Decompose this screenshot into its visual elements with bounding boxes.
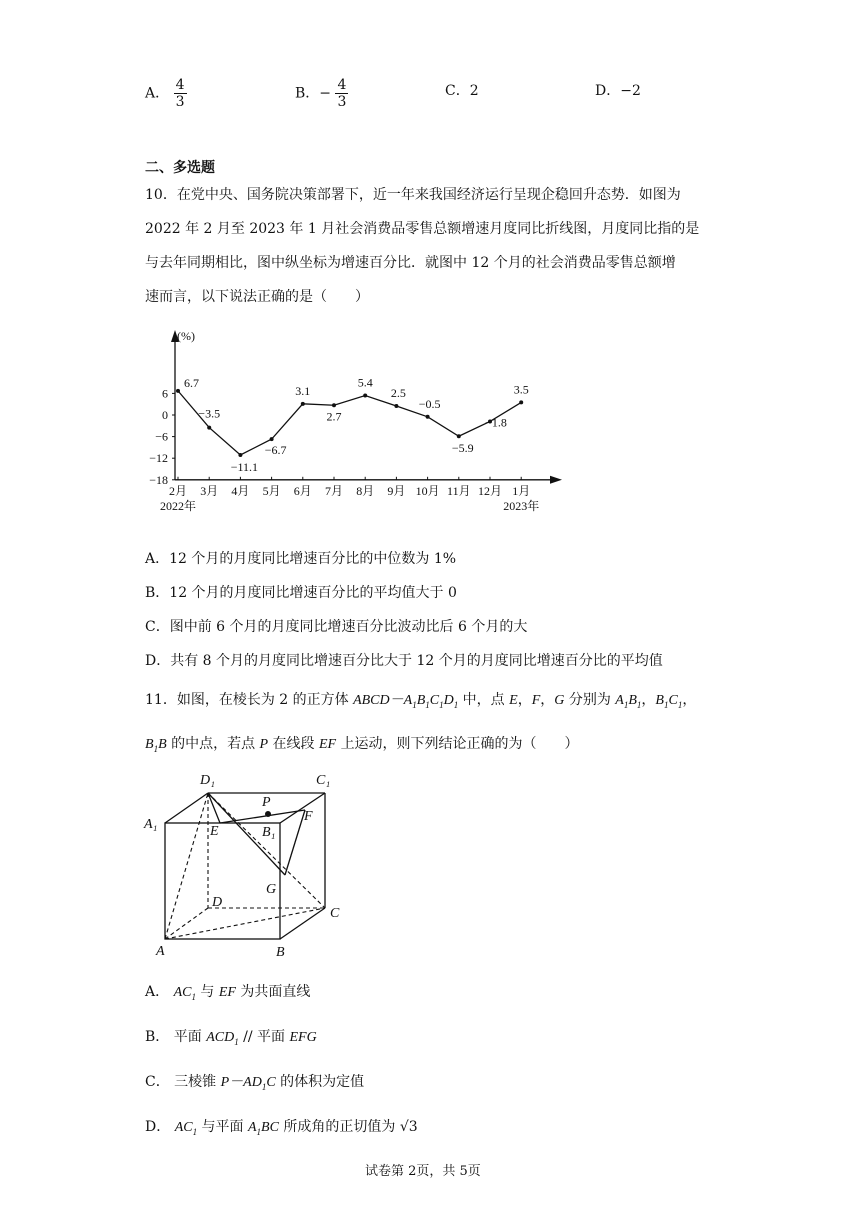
x-tick-label: 5月 [262, 483, 281, 498]
q10-line: 与去年同期相比，图中纵坐标为增速百分比．就图中 12 个月的社会消费品零售总额增 [145, 255, 676, 271]
data-label: −11.1 [230, 459, 259, 474]
y-tick-label: −12 [149, 451, 168, 466]
data-point [238, 453, 242, 457]
q10-line: 2022 年 2 月至 2023 年 1 月社会消费品零售总额增速月度同比折线图，月度同比指的是 [145, 221, 700, 237]
label-g: G [266, 882, 277, 897]
x-tick-label: 9月 [387, 483, 406, 498]
q11-option-c: C． 三棱锥 $P-AD_1C$ 的体积为定值 [145, 1074, 365, 1092]
page-footer: 试卷第 2页，共 5页 [365, 1164, 481, 1179]
label-c: C [330, 906, 340, 921]
y-tick-label: 0 [162, 408, 168, 422]
q11-option-b: B． 平面 $ACD_1$ // 平面 EFG [145, 1029, 317, 1047]
fraction: $\frac{4}{3}$ [337, 77, 347, 110]
data-label: −1.8 [485, 415, 507, 430]
x-tick-label: 4月 [231, 483, 250, 498]
x-tick-label: 1月 [512, 483, 531, 498]
q11-option-d: D． $AC_1$ 与平面 $A_1BC$ 所成角的正切值为 √3 [145, 1119, 418, 1137]
data-label: −3.5 [198, 406, 221, 421]
label-c1: C₁ [316, 773, 331, 788]
data-label: 2.7 [326, 409, 342, 424]
line-chart [140, 322, 570, 527]
label-p: P [262, 795, 271, 810]
q11-stem-line1: 11．如图，在棱长为 2 的正方体 $ABCD-A_1B_1C_1D_1$ 中，点 E，F，G 分别为 $A_1B_1$，$B_1C_1$， [145, 692, 697, 710]
x-axis-arrow [550, 476, 562, 484]
x-tick-label: 3月 [200, 483, 219, 498]
year-label-end: 2023年 [503, 498, 540, 513]
data-point [457, 434, 461, 438]
q9-option-b: B．− $\frac{4}{3}$ [295, 77, 347, 110]
data-point [332, 403, 336, 407]
label-f: F [304, 809, 313, 824]
y-tick-label: −18 [149, 472, 168, 487]
q10-option-a: A．12 个月的月度同比增速百分比的中位数为 1% [145, 551, 457, 567]
q10-option-c: C．图中前 6 个月的月度同比增速百分比波动比后 6 个月的大 [145, 619, 528, 635]
data-point [394, 404, 398, 408]
point-p [265, 811, 271, 817]
x-tick-label: 11月 [447, 483, 471, 498]
x-tick-label: 8月 [356, 483, 375, 498]
label-b: B [276, 945, 285, 960]
q10-option-b: B．12 个月的月度同比增速百分比的平均值大于 0 [145, 585, 457, 601]
y-tick-label: −6 [155, 429, 168, 444]
data-point [363, 394, 367, 398]
q10-option-d: D．共有 8 个月的月度同比增速百分比大于 12 个月的月度同比增速百分比的平均值 [145, 653, 663, 669]
data-point [270, 437, 274, 441]
data-label: 3.5 [513, 382, 529, 397]
q11-option-a: A． $AC_1$ 与 EF 为共面直线 [145, 984, 311, 1002]
front-face [165, 823, 280, 939]
q10-line: 速而言，以下说法正确的是（ ） [145, 289, 369, 305]
y-axis-label: (%) [177, 329, 195, 343]
x-tick-label: 10月 [415, 483, 440, 498]
data-label: −0.5 [418, 396, 441, 411]
data-label: 5.4 [357, 375, 373, 390]
data-label: −5.9 [451, 441, 474, 456]
data-point [426, 415, 430, 419]
data-label: −6.7 [264, 443, 287, 458]
x-tick-label: 2月 [168, 483, 188, 498]
label-d1: D₁ [200, 773, 215, 788]
q9-option-a: A． $\frac{4}{3}$ [145, 77, 185, 110]
data-label: 3.1 [295, 383, 311, 398]
cube-name: $ABCD-A_1B_1C_1D_1$ [353, 693, 459, 710]
label-a1: A₁ [144, 817, 158, 832]
data-point [207, 426, 211, 430]
label-e: E [210, 824, 219, 839]
label-b1: B₁ [262, 825, 276, 840]
year-label-start: 2022年 [159, 498, 197, 513]
section-title: 二、多选题 [145, 160, 215, 176]
y-tick-label: 6 [162, 386, 168, 401]
data-point [301, 402, 305, 406]
x-tick-label: 7月 [324, 483, 344, 498]
x-tick-label: 12月 [477, 483, 503, 498]
q9-option-c: C．2 [445, 83, 479, 99]
x-tick-label: 6月 [293, 483, 312, 498]
data-point [176, 389, 180, 393]
data-point [519, 400, 523, 404]
q9-option-d: D．−2 [595, 83, 641, 99]
data-label: 2.5 [390, 386, 406, 400]
q10-stem [145, 178, 725, 314]
data-label: 6.7 [184, 375, 199, 390]
q10-line: 10．在党中央、国务院决策部署下，近一年来我国经济运行呈现企稳回升态势．如图为 [145, 187, 681, 203]
q11-stem-line2: $B_1B$ 的中点，若点 P 在线段 EF 上运动，则下列结论正确的为（ ） [145, 736, 579, 754]
fraction: $\frac{4}{3}$ [175, 77, 185, 110]
label-d: D [212, 895, 223, 910]
cube-figure [140, 768, 360, 963]
label-a: A [156, 944, 165, 959]
